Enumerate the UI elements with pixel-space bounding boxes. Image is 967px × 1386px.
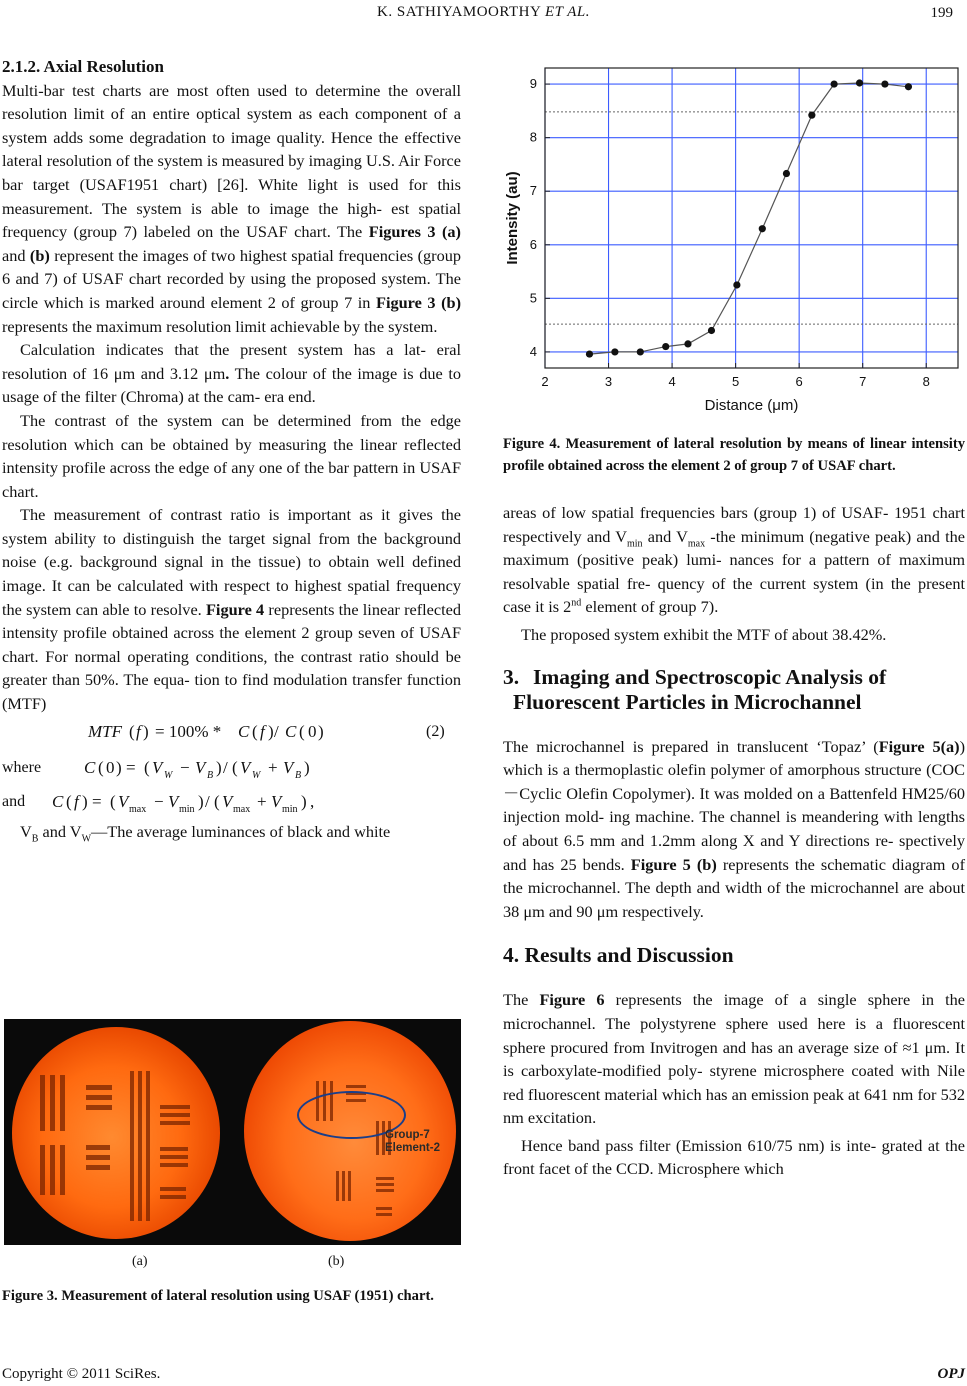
data-point (684, 340, 691, 347)
figure-4-caption: Figure 4. Measurement of lateral resolution by means of linear intensity profile obtained across the element 2 of group 7 of USAF chart. (503, 436, 965, 474)
data-point (708, 327, 715, 334)
data-point (856, 79, 863, 86)
where-label: where (2, 758, 42, 776)
y-tick-label: 7 (529, 183, 537, 199)
paragraph-calculation: Calculation indicates that the present system has a lat- eral resolution of 16 μm and 3.12 μm. The colour of the image is due to usage of the filter (Chroma) at the cam- era end. (2, 340, 461, 407)
equation-mtf: MTF ( f ) = 100% * C ( f ) / C ( 0 ) (2) (2, 718, 461, 748)
paragraph-band-pass: Hence band pass filter (Emission 610/75 nm) is inte- grated at the front facet of the CCD. Microsphere which (503, 1135, 965, 1179)
copyright: Copyright © 2011 SciRes. (2, 1366, 161, 1382)
and-label: and (2, 792, 26, 810)
data-point (662, 343, 669, 350)
y-tick-label: 4 (529, 343, 537, 359)
y-tick-label: 5 (529, 290, 537, 306)
data-point (733, 281, 740, 288)
data-point (808, 112, 815, 119)
author-etal: ET AL. (545, 4, 590, 20)
group7-element2-label: Group-7 Element-2 (385, 1129, 440, 1154)
y-tick-label: 9 (529, 76, 537, 92)
usaf-image-a (12, 1027, 220, 1239)
data-point (586, 350, 593, 357)
x-axis-label: Distance (μm) (704, 397, 799, 414)
x-tick-label: 3 (604, 374, 613, 389)
data-point (783, 170, 790, 177)
figure-3a-label: (a) (132, 1254, 148, 1269)
section-heading-4: 4. Results and Discussion (503, 943, 734, 968)
page-footer (2, 1366, 965, 1383)
chart-reference-lines (545, 112, 958, 324)
x-tick-label: 7 (859, 374, 867, 389)
section-heading-3: 3. Imaging and Spectroscopic Analysis of Fluorescent Particles in Microchannel (503, 664, 887, 714)
equation-c0: where C ( 0 ) = ( V W − V B ) / ( V W + V B ) (2, 757, 310, 781)
paragraph-results: The Figure 6 represents the image of a single sphere in the microchannel. The polystyrene sphere used here is a fluorescent sphere procured from Invitrogen and has an average size of ≈1 μm. It is carboxylate-modified poly- styrene microsphere coated with Nile red fluorescent material which has an emission peak at 641 nm for 532 nm excitation. (503, 990, 965, 1128)
paragraph-vb-vw: $V_B$ and $V_W—The$ average luminances of black and white (20, 821, 391, 844)
y-tick-label: 8 (529, 129, 537, 145)
page-number: 199 (930, 5, 953, 21)
y-tick-label: 6 (529, 236, 537, 252)
paragraph-contrast: The contrast of the system can be determined from the edge resolution which can be obtained by measuring the linear reflected intensity profile across the edge of any one of the bar pattern in USAF chart. (2, 410, 461, 501)
intensity-profile-plot (505, 56, 965, 424)
equation-cf: and C ( f ) = ( V max − V min ) / ( V max + V min ) , (2, 791, 315, 815)
running-title (0, 4, 967, 21)
x-tick-label: 4 (668, 374, 676, 389)
paragraph-contrast-ratio: The measurement of contrast ratio is important as it gives the system ability to distinguish the target signal from the background noise (e.g. background signal in the tissue) to obtain well defined image. It can be calculated with respect to highest spatial frequency the system can able to resolve. Figure 4 represents the linear reflected intensity profile obtained across the element 2 group seven of USAF chart. For normal operating conditions, the contrast ratio should be greater than 50%. The equa- tion to find modulation transfer function (MTF) (2, 505, 462, 714)
running-header (0, 2, 967, 24)
section-heading-2-1-2: 2.1.2. Axial Resolution (2, 57, 164, 76)
data-point (759, 225, 766, 232)
plot-frame (545, 68, 958, 368)
figure-3-usaf-images (4, 1019, 461, 1245)
y-axis-ticks (530, 76, 550, 359)
equation-number: (2) (426, 722, 445, 740)
y-axis-label: Intensity (au) (505, 171, 521, 265)
x-tick-label: 2 (541, 374, 549, 389)
x-axis-ticks (541, 363, 929, 389)
x-tick-label: 6 (795, 374, 803, 389)
right-column (503, 501, 965, 1181)
x-tick-label: 5 (731, 374, 740, 389)
paragraph-vmin-vmax: areas of low spatial frequencies bars (group 1) of USAF- 1951 chart respectively and $V_{min}$ and $V_{max}$ -the minimum (negative peak) and the maximum (positive peak) lumi- nances for a pattern of maximum resolvable spatial fre- quency of the current system (in the present case it is 2nd element of group 7). (503, 503, 965, 617)
data-point (637, 348, 644, 355)
paragraph-mtf-result: The proposed system exhibit the MTF of about 38.42%. (521, 624, 887, 644)
author-name: K. SATHIYAMOORTHY (377, 4, 541, 20)
chart-grid (545, 68, 958, 368)
left-column (2, 55, 461, 843)
data-point (611, 348, 618, 355)
journal-abbrev: OPJ (937, 1366, 965, 1382)
figure-4-chart (505, 56, 965, 424)
x-tick-label: 8 (922, 374, 930, 389)
data-point (831, 80, 838, 87)
figure-3b-label: (b) (328, 1254, 345, 1269)
paragraph-usaf-intro: Multi-bar test charts are most often used to determine the overall resolution limit of an entire optical system as each component of a system adds some degradation to image quality. Hence the effective lateral resolution of the system is measured by imaging U.S. Air Force bar target (USAF1951 chart) [26]. White light is used for this measurement. The system is able to image the high- est spatial frequency (group 7) labeled on the USAF chart. The Figures 3 (a) and (b) represent the images of two highest spatial frequencies (group 6 and 7) of USAF chart recorded by using the proposed system. The circle which is marked around element 2 of group 7 in Figure 3 (b) represents the maximum resolution limit achievable by the system. (2, 80, 461, 336)
data-point (881, 80, 888, 87)
data-point (905, 83, 912, 90)
paragraph-microchannel: The microchannel is prepared in translucent ‘Topaz’ (Figure 5(a)) which is a thermoplastic olefin polymer of amorphous structure (COC－Cyclic Olefin Copolymer). It was molded on a Battenfeld HM25/60 injection mold- ing machine. The channel is meandering with lengths of about 6.5 mm and 1.2mm along X and Y directions re- spectively and has 25 bends. Figure 5 (b) represents the schematic diagram of the microchannel. The depth and width of the microchannel are about 38 μm and 90 μm respectively. (503, 736, 965, 921)
series-line (590, 83, 909, 354)
figure-3-caption: Figure 3. Measurement of lateral resolution using USAF (1951) chart. (2, 1288, 434, 1304)
